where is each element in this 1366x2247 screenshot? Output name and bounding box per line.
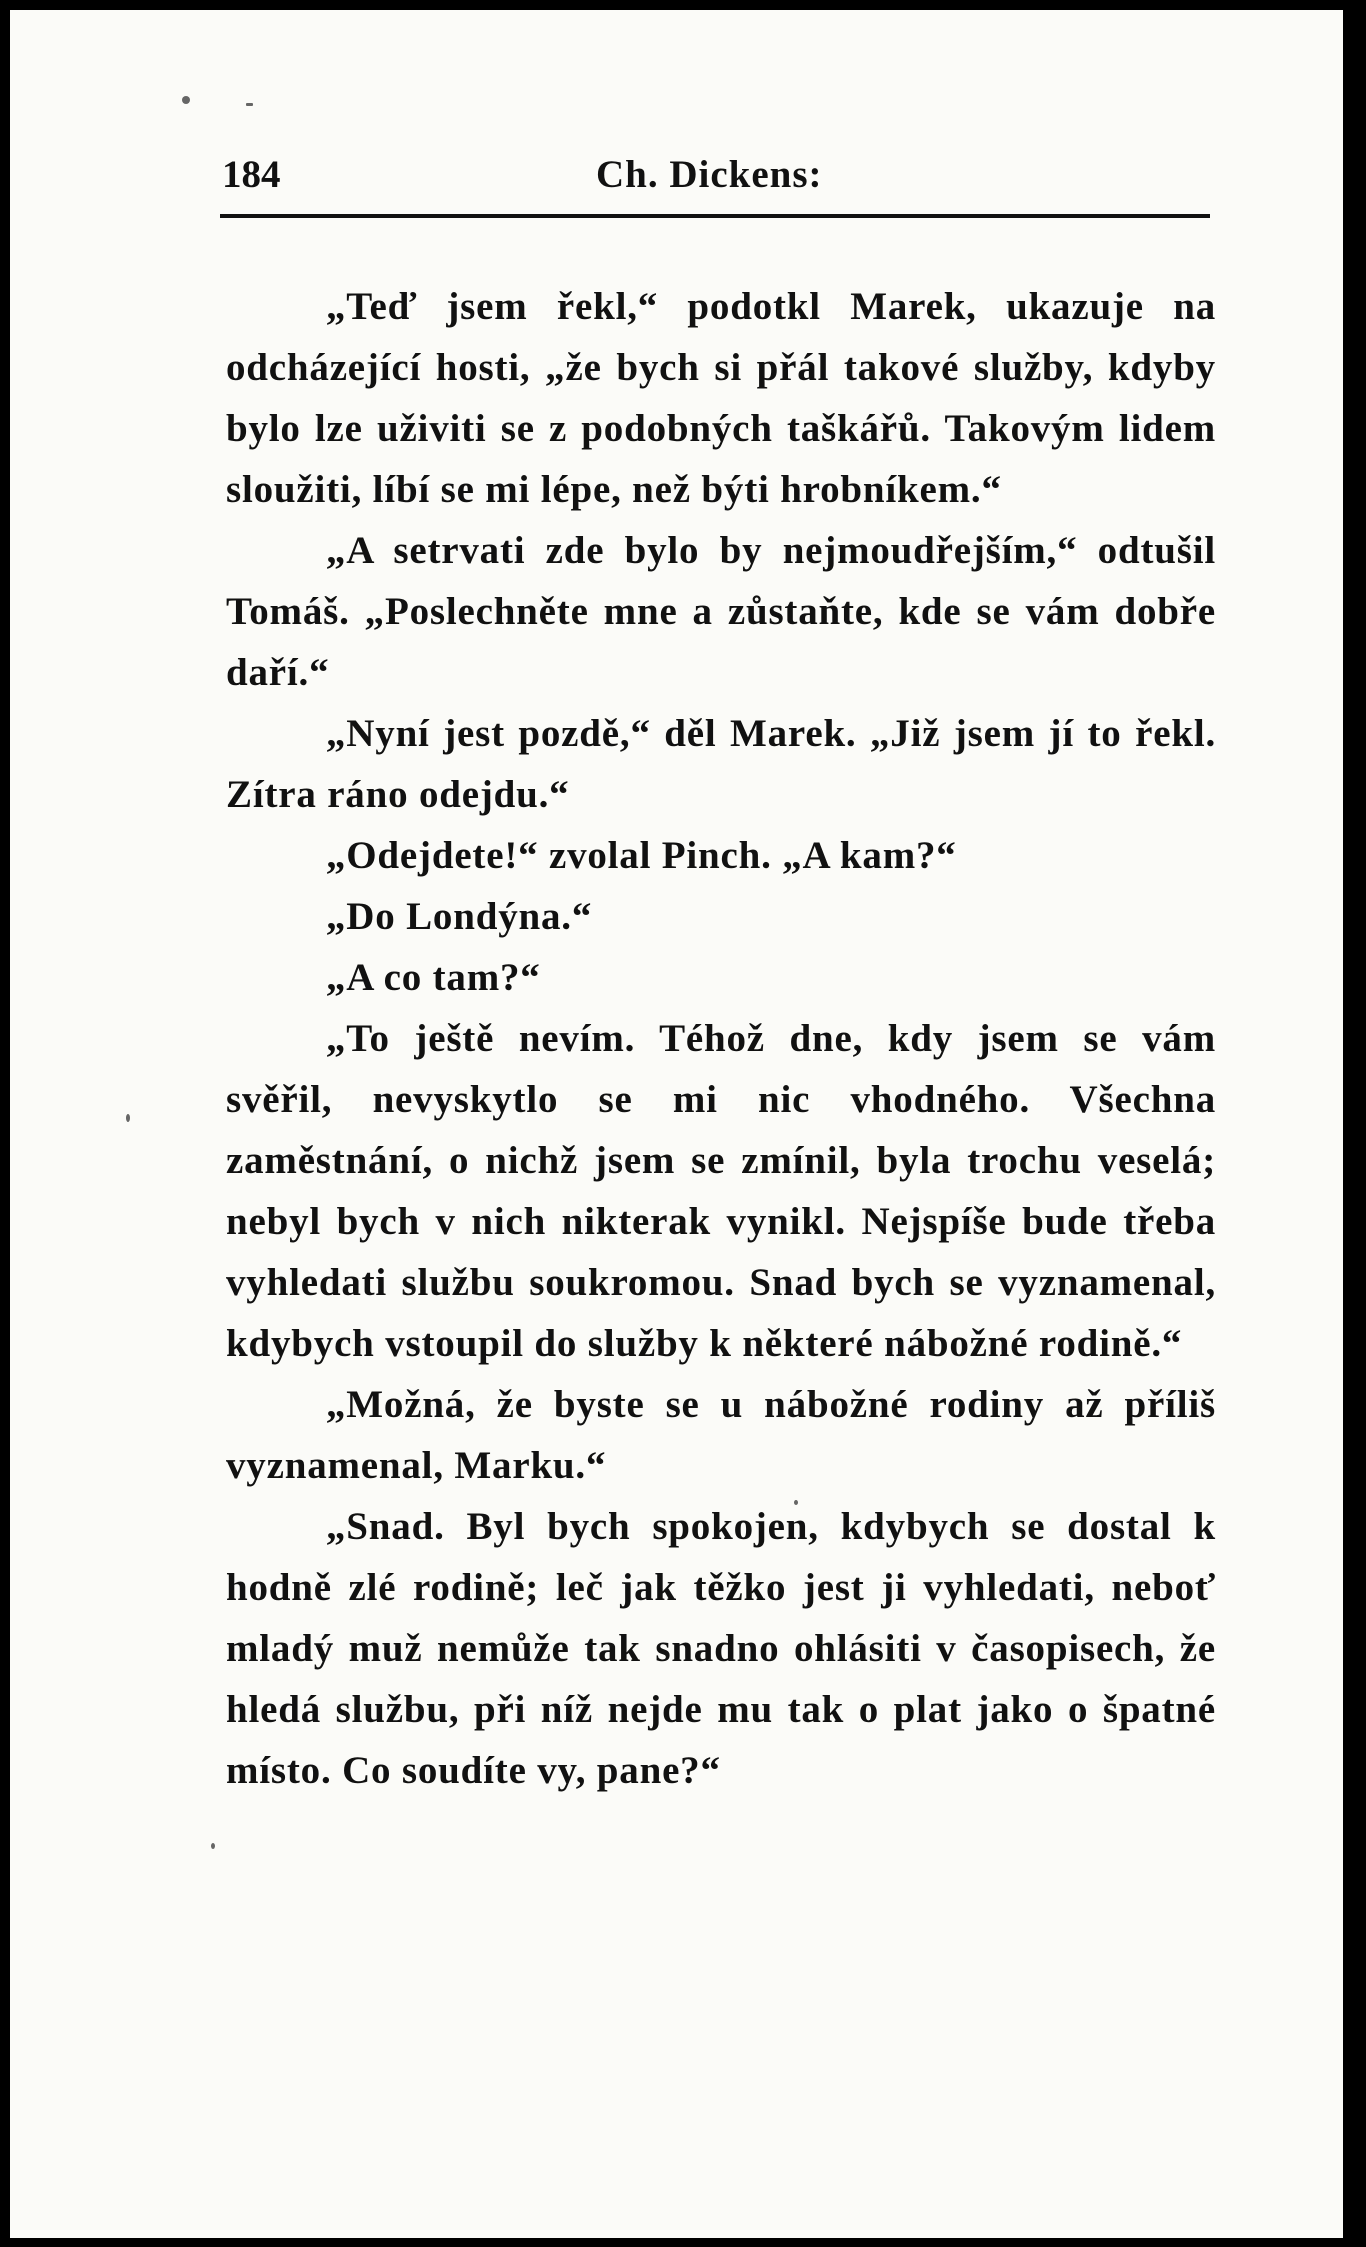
paragraph: „Nyní jest pozdě,“ děl Marek. „Již jsem jí to řekl. Zítra ráno odejdu.“ [226,712,1216,816]
paragraph: „Možná, že byste se u nábožné rodiny až příliš vyznamenal, Marku.“ [226,1383,1216,1487]
paragraph: „Do Londýna.“ [326,895,593,938]
paragraph: „Teď jsem řekl,“ podotkl Marek, ukazuje na odcházející hosti, „že bych si přál takové služby, kdyby bylo lze uživiti se z podobných taškářů. Takovým lidem sloužiti, líbí se mi lépe, než býti hrobníkem.“ [226,285,1216,511]
speck-mark [211,1843,215,1849]
body-text [226,276,1216,1801]
paragraph: „A setrvati zde bylo by nejmoudřejším,“ odtušil Tomáš. „Poslechněte mne a zůstaňte, kde se vám dobře daří.“ [226,529,1216,694]
paragraph: „Snad. Byl bych spokojen, kdybych se dostal k hodně zlé rodině; leč jak těžko jest ji vyhledati, neboť mladý muž nemůže tak snadno ohlásiti v časopisech, že hledá službu, při níž nejde mu tak o plat jako o špatné místo. Co soudíte vy, pane?“ [226,1505,1216,1792]
paragraph: „To ještě nevím. Téhož dne, kdy jsem se vám svěřil, nevyskytlo se mi nic vhodného. Všechna zaměstnání, o nichž jsem se zmínil, byla trochu veselá; nebyl bych v nich nikterak vynikl. Nejspíše bude třeba vyhledati službu soukromou. Snad bych se vyznamenal, kdybych vstoupil do služby k některé nábožné rodině.“ [226,1017,1216,1365]
page-header [218,152,1208,202]
running-title: Ch. Dickens: [596,153,823,196]
speck-mark [182,96,190,104]
header-rule [220,214,1210,218]
speck-mark [126,1114,130,1122]
paragraph: „Odejdete!“ zvolal Pinch. „A kam?“ [326,834,957,877]
page-number: 184 [222,153,281,196]
speck-mark [246,103,253,106]
paragraph: „A co tam?“ [326,956,541,999]
